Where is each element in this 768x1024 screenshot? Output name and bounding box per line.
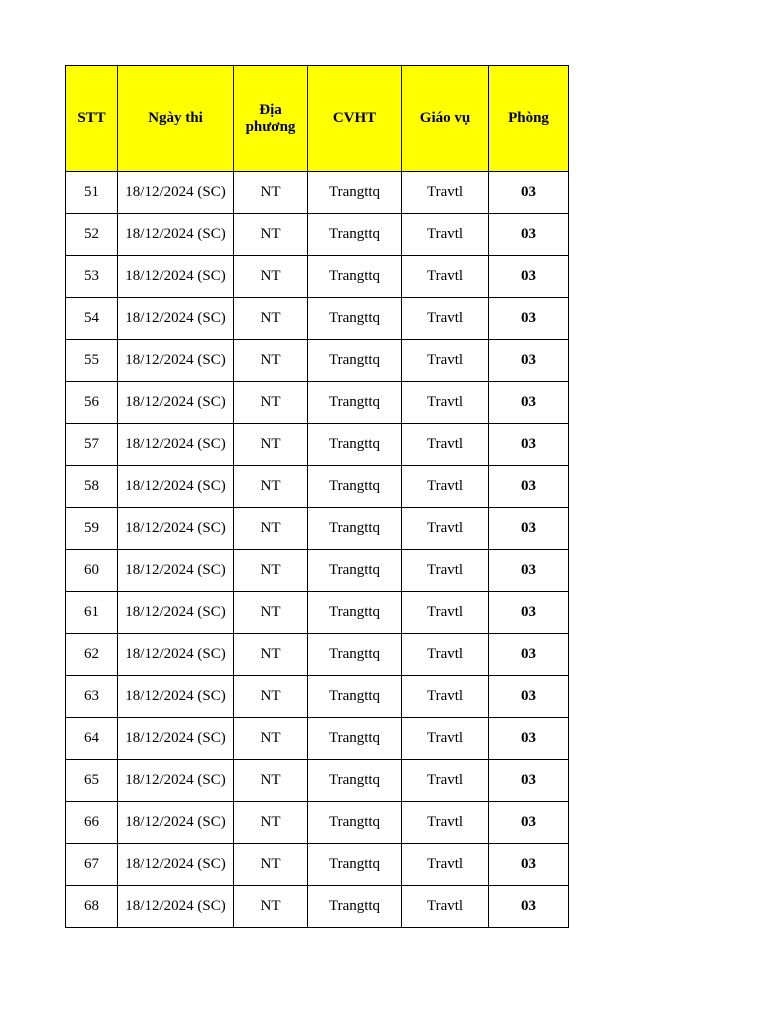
cell-stt: 68 (66, 886, 118, 928)
table-row (66, 424, 569, 466)
cell-academic-affairs: Travtl (402, 172, 489, 214)
cell-locality: NT (234, 508, 308, 550)
cell-locality: NT (234, 886, 308, 928)
cell-locality: NT (234, 214, 308, 256)
exam-schedule-table (65, 65, 569, 928)
table-row (66, 634, 569, 676)
cell-locality: NT (234, 760, 308, 802)
cell-room: 03 (489, 676, 569, 718)
cell-room: 03 (489, 844, 569, 886)
cell-room: 03 (489, 760, 569, 802)
cell-exam-date: 18/12/2024 (SC) (118, 760, 234, 802)
cell-exam-date: 18/12/2024 (SC) (118, 550, 234, 592)
table-row (66, 760, 569, 802)
cell-room: 03 (489, 214, 569, 256)
cell-locality: NT (234, 298, 308, 340)
cell-room: 03 (489, 802, 569, 844)
cell-room: 03 (489, 886, 569, 928)
cell-cvht: Trangttq (308, 382, 402, 424)
cell-room: 03 (489, 550, 569, 592)
cell-stt: 62 (66, 634, 118, 676)
cell-stt: 59 (66, 508, 118, 550)
cell-locality: NT (234, 382, 308, 424)
cell-room: 03 (489, 718, 569, 760)
cell-room: 03 (489, 172, 569, 214)
cell-exam-date: 18/12/2024 (SC) (118, 634, 234, 676)
table-row (66, 214, 569, 256)
cell-room: 03 (489, 466, 569, 508)
cell-locality: NT (234, 424, 308, 466)
cell-cvht: Trangttq (308, 634, 402, 676)
table-row (66, 298, 569, 340)
cell-cvht: Trangttq (308, 424, 402, 466)
cell-room: 03 (489, 424, 569, 466)
cell-stt: 55 (66, 340, 118, 382)
cell-stt: 51 (66, 172, 118, 214)
header-cvht: CVHT (308, 66, 402, 172)
cell-room: 03 (489, 382, 569, 424)
cell-academic-affairs: Travtl (402, 256, 489, 298)
table-body (66, 172, 569, 928)
cell-exam-date: 18/12/2024 (SC) (118, 718, 234, 760)
table-row (66, 172, 569, 214)
table-row (66, 550, 569, 592)
cell-academic-affairs: Travtl (402, 886, 489, 928)
cell-locality: NT (234, 634, 308, 676)
cell-cvht: Trangttq (308, 718, 402, 760)
cell-exam-date: 18/12/2024 (SC) (118, 382, 234, 424)
cell-exam-date: 18/12/2024 (SC) (118, 844, 234, 886)
cell-stt: 65 (66, 760, 118, 802)
cell-locality: NT (234, 592, 308, 634)
cell-locality: NT (234, 466, 308, 508)
cell-stt: 63 (66, 676, 118, 718)
cell-stt: 57 (66, 424, 118, 466)
cell-locality: NT (234, 676, 308, 718)
cell-stt: 53 (66, 256, 118, 298)
cell-academic-affairs: Travtl (402, 634, 489, 676)
cell-exam-date: 18/12/2024 (SC) (118, 172, 234, 214)
cell-cvht: Trangttq (308, 340, 402, 382)
table-row (66, 676, 569, 718)
cell-room: 03 (489, 634, 569, 676)
cell-room: 03 (489, 508, 569, 550)
cell-exam-date: 18/12/2024 (SC) (118, 508, 234, 550)
table-row (66, 340, 569, 382)
cell-academic-affairs: Travtl (402, 424, 489, 466)
cell-academic-affairs: Travtl (402, 340, 489, 382)
cell-academic-affairs: Travtl (402, 550, 489, 592)
header-exam-date: Ngày thi (118, 66, 234, 172)
cell-academic-affairs: Travtl (402, 298, 489, 340)
cell-exam-date: 18/12/2024 (SC) (118, 298, 234, 340)
cell-stt: 54 (66, 298, 118, 340)
cell-academic-affairs: Travtl (402, 592, 489, 634)
cell-exam-date: 18/12/2024 (SC) (118, 256, 234, 298)
cell-cvht: Trangttq (308, 172, 402, 214)
cell-locality: NT (234, 256, 308, 298)
table-row (66, 508, 569, 550)
cell-locality: NT (234, 718, 308, 760)
table-row (66, 382, 569, 424)
header-room: Phòng (489, 66, 569, 172)
cell-locality: NT (234, 550, 308, 592)
table-row (66, 844, 569, 886)
cell-cvht: Trangttq (308, 592, 402, 634)
header-stt: STT (66, 66, 118, 172)
cell-room: 03 (489, 298, 569, 340)
table-row (66, 256, 569, 298)
cell-stt: 60 (66, 550, 118, 592)
cell-academic-affairs: Travtl (402, 676, 489, 718)
table-header (66, 66, 569, 172)
cell-exam-date: 18/12/2024 (SC) (118, 676, 234, 718)
cell-locality: NT (234, 340, 308, 382)
cell-exam-date: 18/12/2024 (SC) (118, 424, 234, 466)
cell-cvht: Trangttq (308, 550, 402, 592)
cell-exam-date: 18/12/2024 (SC) (118, 592, 234, 634)
cell-academic-affairs: Travtl (402, 382, 489, 424)
cell-cvht: Trangttq (308, 760, 402, 802)
cell-academic-affairs: Travtl (402, 508, 489, 550)
cell-cvht: Trangttq (308, 802, 402, 844)
cell-stt: 58 (66, 466, 118, 508)
cell-cvht: Trangttq (308, 466, 402, 508)
cell-cvht: Trangttq (308, 298, 402, 340)
cell-stt: 52 (66, 214, 118, 256)
cell-exam-date: 18/12/2024 (SC) (118, 886, 234, 928)
cell-cvht: Trangttq (308, 256, 402, 298)
cell-locality: NT (234, 802, 308, 844)
cell-room: 03 (489, 340, 569, 382)
cell-exam-date: 18/12/2024 (SC) (118, 214, 234, 256)
cell-stt: 61 (66, 592, 118, 634)
cell-academic-affairs: Travtl (402, 760, 489, 802)
cell-academic-affairs: Travtl (402, 466, 489, 508)
cell-locality: NT (234, 172, 308, 214)
cell-academic-affairs: Travtl (402, 718, 489, 760)
cell-stt: 64 (66, 718, 118, 760)
cell-cvht: Trangttq (308, 676, 402, 718)
cell-stt: 66 (66, 802, 118, 844)
cell-stt: 56 (66, 382, 118, 424)
table-row (66, 802, 569, 844)
cell-cvht: Trangttq (308, 214, 402, 256)
header-locality: Địa phương (234, 66, 308, 172)
cell-cvht: Trangttq (308, 844, 402, 886)
header-row (66, 66, 569, 172)
table-row (66, 886, 569, 928)
cell-academic-affairs: Travtl (402, 214, 489, 256)
cell-cvht: Trangttq (308, 886, 402, 928)
cell-cvht: Trangttq (308, 508, 402, 550)
cell-room: 03 (489, 256, 569, 298)
table-row (66, 718, 569, 760)
cell-exam-date: 18/12/2024 (SC) (118, 802, 234, 844)
cell-academic-affairs: Travtl (402, 802, 489, 844)
cell-stt: 67 (66, 844, 118, 886)
cell-room: 03 (489, 592, 569, 634)
table-row (66, 592, 569, 634)
cell-exam-date: 18/12/2024 (SC) (118, 340, 234, 382)
header-academic-affairs: Giáo vụ (402, 66, 489, 172)
cell-academic-affairs: Travtl (402, 844, 489, 886)
table-row (66, 466, 569, 508)
cell-locality: NT (234, 844, 308, 886)
cell-exam-date: 18/12/2024 (SC) (118, 466, 234, 508)
